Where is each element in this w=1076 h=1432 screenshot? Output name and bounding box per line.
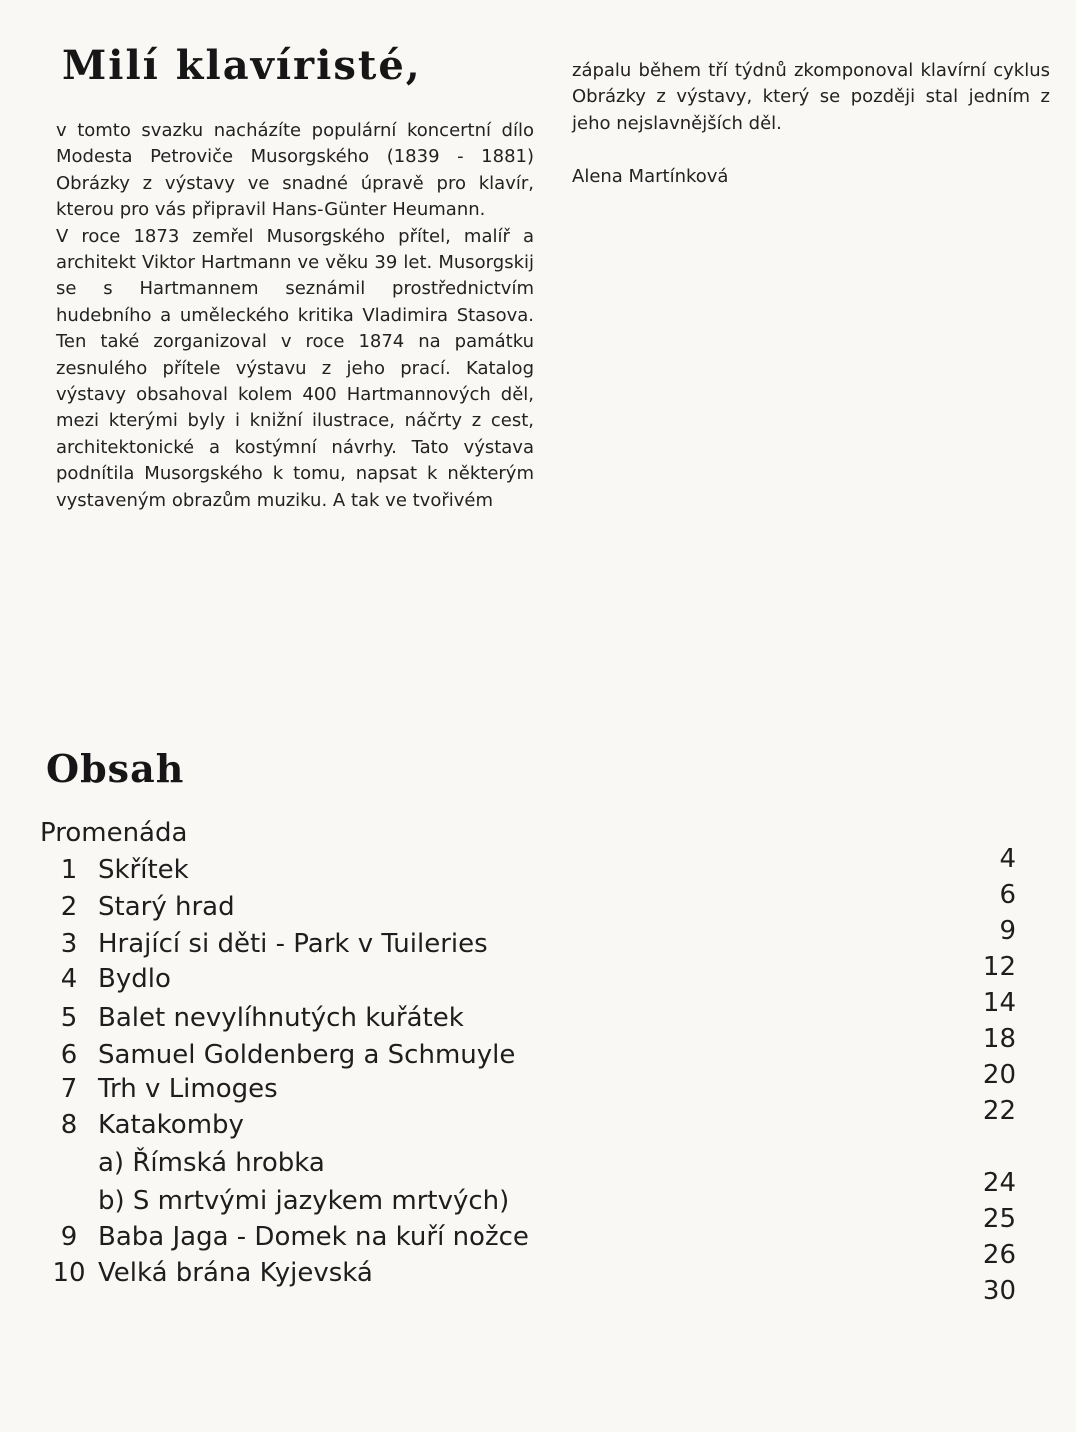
toc-page-number: 4	[999, 844, 1016, 874]
toc-page-number: 26	[982, 1240, 1016, 1270]
toc-page-number: 30	[982, 1276, 1016, 1306]
toc-entry-number: 7	[60, 1074, 78, 1104]
toc-entry-8b	[40, 1186, 509, 1216]
toc-entry-number: 2	[60, 892, 78, 922]
toc-entry-label: Starý hrad	[98, 892, 235, 922]
intro-paragraph-1: v tomto svazku nacházíte populární koncertní dílo Modesta Petroviče Musorgského (1839 - 1881) Obrázky z výstavy ve snadné úpravě pro klavír, kterou pro vás připravil Hans-Günter Heumann.	[56, 120, 534, 221]
toc-entry-label: a) Římská hrobka	[98, 1148, 325, 1178]
toc-entry-label: Balet nevylíhnutých kuřátek	[98, 1003, 464, 1033]
toc-page-number: 18	[982, 1024, 1016, 1054]
toc-page-number: 24	[982, 1168, 1016, 1198]
toc-entry-label: Katakomby	[98, 1110, 244, 1140]
toc-entry-2	[40, 892, 235, 922]
toc-page-number: 12	[982, 952, 1016, 982]
toc-entry-label: Samuel Goldenberg a Schmuyle	[98, 1040, 516, 1070]
toc-entry-label: Baba Jaga - Domek na kuří nožce	[98, 1222, 529, 1252]
toc-entry-label: Trh v Limoges	[98, 1074, 278, 1104]
toc-entry-number: 3	[60, 929, 78, 959]
intro-right-column	[572, 58, 1050, 137]
toc-page-number: 9	[999, 916, 1016, 946]
toc-page-number: 14	[982, 988, 1016, 1018]
intro-paragraph-3: zápalu během tří týdnů zkomponoval klavírní cyklus Obrázky z výstavy, který se později stal jedním z jeho nejslavnějších děl.	[572, 60, 1050, 134]
intro-heading: Milí klavíristé,	[62, 42, 422, 89]
toc-entry-5	[40, 1003, 464, 1033]
toc-entry-label: Bydlo	[98, 964, 171, 994]
toc-entry-label: Promenáda	[40, 818, 188, 848]
toc-entry-8	[40, 1110, 244, 1140]
toc-entry-7	[40, 1074, 278, 1104]
toc-heading: Obsah	[46, 746, 185, 791]
toc-entry-label: Skřítek	[98, 855, 189, 885]
toc-entry-1	[40, 855, 189, 885]
toc-entry-4	[40, 964, 171, 994]
toc-entry-label: b) S mrtvými jazykem mrtvých)	[98, 1186, 510, 1216]
toc-page-number: 22	[982, 1096, 1016, 1126]
toc-entry-number: 10	[52, 1258, 86, 1288]
toc-entry-label: Hrající si děti - Park v Tuileries	[98, 929, 488, 959]
toc-entry-number: 4	[60, 964, 78, 994]
toc-page-number: 6	[999, 880, 1016, 910]
toc-entry-number: 8	[60, 1110, 78, 1140]
intro-paragraph-2: V roce 1873 zemřel Musorgského přítel, malíř a architekt Viktor Hartmann ve věku 39 let. Musorgskij se s Hartmannem seznámil prostřednictvím hudebního a uměleckého kritika Vladimira Stasova. Ten také zorganizoval v roce 1874 na památku zesnulého přítele výstavu z jeho prací. Katalog výstavy obsahoval kolem 400 Hartmannových děl, mezi kterými byly i knižní ilustrace, náčrty z cest, architektonické a kostýmní návrhy. Tato výstava podnítila Musorgského k tomu, napsat k některým vystaveným obrazům muziku. A tak ve tvořivém	[56, 225, 534, 511]
toc-entry-number: 5	[60, 1003, 78, 1033]
toc-entry-9	[40, 1222, 529, 1252]
intro-left-column	[56, 118, 534, 514]
toc-entry-number: 1	[60, 855, 78, 885]
author-signature: Alena Martínková	[572, 166, 729, 187]
toc-entry-promenada	[40, 818, 187, 848]
toc-entry-3	[40, 929, 488, 959]
toc-page-number: 25	[982, 1204, 1016, 1234]
toc-entry-label: Velká brána Kyjevská	[98, 1258, 373, 1288]
toc-entry-6	[40, 1040, 515, 1070]
toc-entry-number: 6	[60, 1040, 78, 1070]
toc-entry-10	[40, 1258, 373, 1288]
toc-page-number: 20	[982, 1060, 1016, 1090]
toc-entry-number: 9	[60, 1222, 78, 1252]
toc-entry-8a	[40, 1148, 325, 1178]
